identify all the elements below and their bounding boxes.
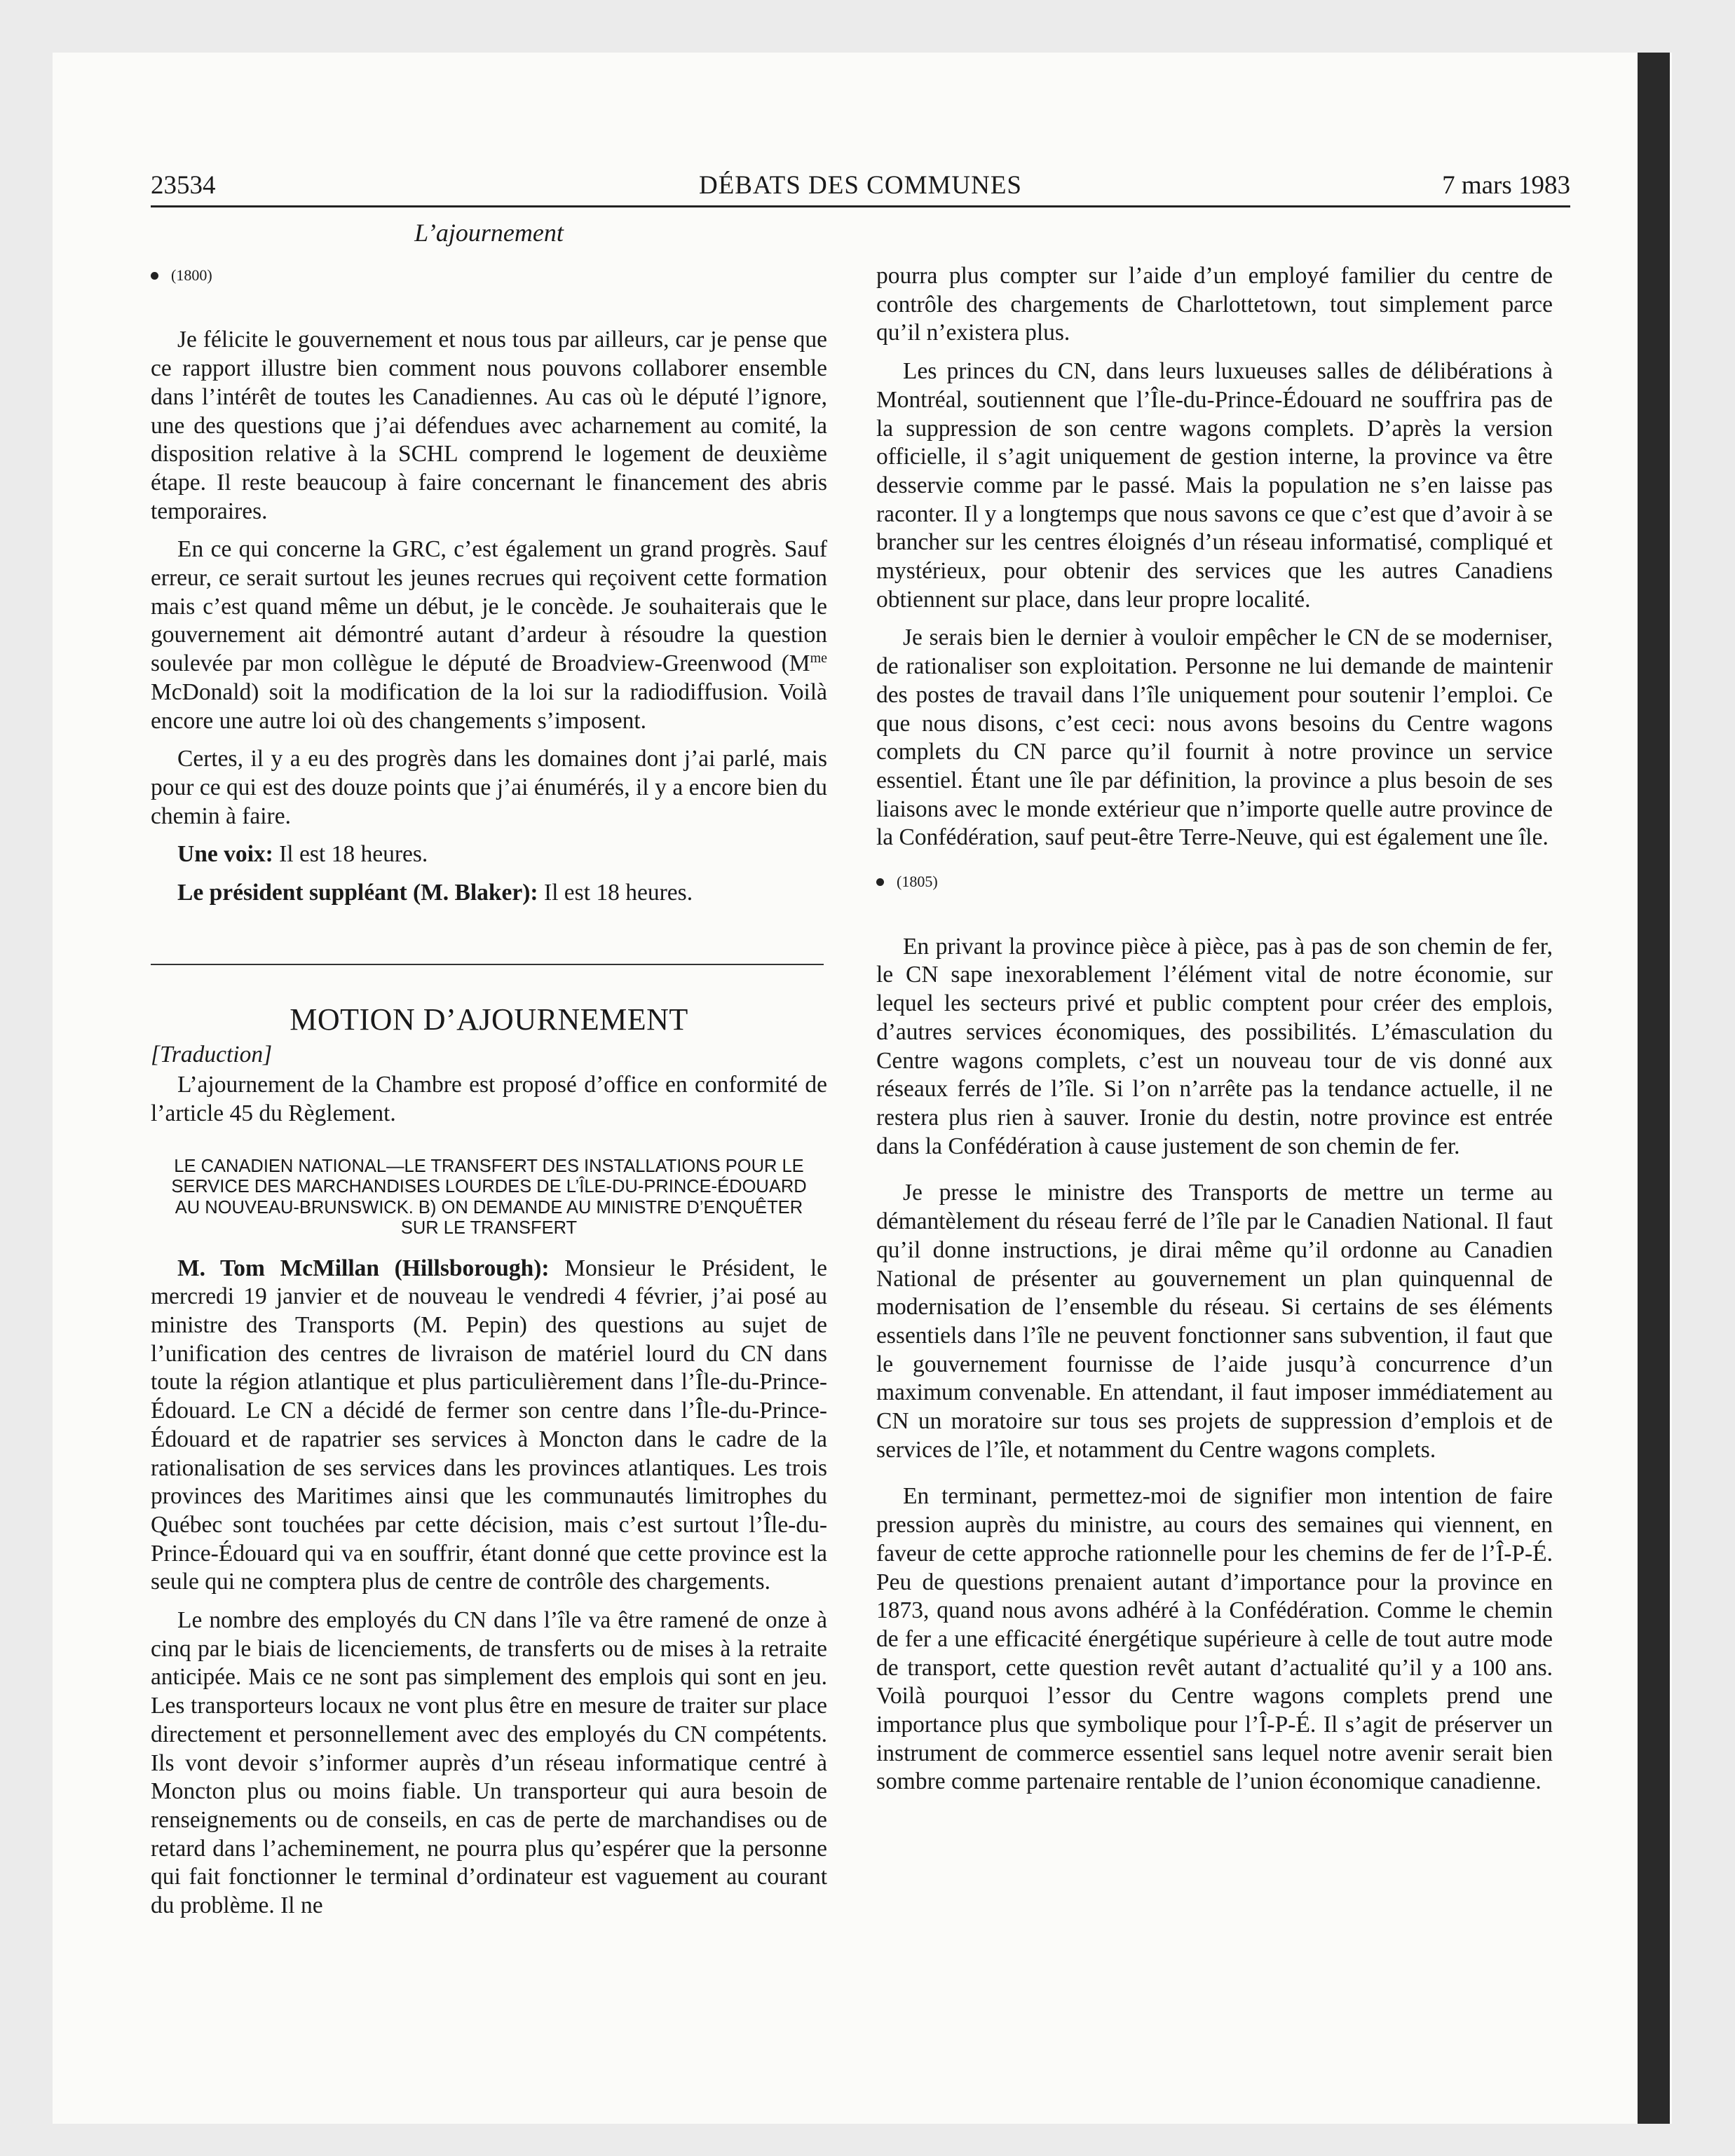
right-column (876, 262, 1553, 1806)
paragraph: pourra plus compter sur l’aide d’un employé familier du centre de contrôle des chargements de Charlottetown, tout simplement parce qu’il n’existera plus. (876, 263, 1553, 346)
paragraph (151, 535, 827, 735)
section-subheading: L’ajournement (414, 219, 564, 247)
paragraph: Certes, il y a eu des progrès dans les domaines dont j’ai parlé, mais pour ce qui est des douze points que j’ai énumérés, il y a encore bien du chemin à faire. (151, 746, 827, 829)
paragraph: Les princes du CN, dans leurs luxueuses salles de délibérations à Montréal, soutiennent que l’Île-du-Prince-Édouard ne souffrira pas de la suppression de son centre wagons complets. D’après la version officielle, il s’agit uniquement de gestion interne, la province va être desservie comme par le passé. Mais la population ne s’en laisse pas raconter. Il y a longtemps que nous savons ce que c’est que d’avoir à se brancher sur les centres éloignés d’un réseau informatisé, compliqué et mystérieux, pour obtenir des services que les autres Canadiens obtiennent sur place, dans leur propre localité. (876, 358, 1553, 613)
speech-text: Monsieur le Président, le mercredi 19 janvier et de nouveau le vendredi 4 février, j’ai posé au ministre des Transports (M. Pepin) des questions au sujet de l’unification des centres de livraison de matériel lourd du CN dans toute la région atlantique et plus particulièrement dans l’Île-du-Prince-Édouard. Le CN a décidé de fermer son centre dans l’Île-du-Prince-Édouard et de rapatrier ses services à Moncton dans le cadre de la rationalisation de ses services dans les provinces atlantiques. Les trois provinces des Maritimes ainsi que les communautés limitrophes du Québec sont touchées par cette décision, mais c’est surtout l’Île-du-Prince-Édouard qui va en souffrir, étant donné que cette province est la seule qui ne comptera plus de centre de contrôle des chargements. (151, 1255, 827, 1595)
scan-edge (1638, 53, 1670, 2124)
paragraph: Je serais bien le dernier à vouloir empêcher le CN de se moderniser, de rationaliser son exploitation. Personne ne lui demande de maintenir des postes de travail dans l’île uniquement pour soutenir l’emploi. Ce que nous disons, c’est ceci: nous avons besoins du Centre wagons complets du CN parce qu’il fournit à notre province un service essentiel. Étant une île par définition, la province a plus besoin de ses liaisons avec le monde extérieur que n’importe quelle autre province de la Confédération, sauf peut-être Terre-Neuve, qui est également une île. (876, 625, 1553, 851)
paragraph: Le nombre des employés du CN dans l’île va être ramené de onze à cinq par le biais de licenciements, de transferts ou de mises à la retraite anticipée. Mais ce ne sont pas simplement des emplois qui sont en jeu. Les transporteurs locaux ne vont plus être en mesure de traiter sur place directement et personnellement avec des employés du CN compétents. Ils vont devoir s’informer auprès d’un réseau informatique centré à Moncton plus ou moins fiable. Un transporteur qui aura besoin de renseignements ou de conseils, en cas de perte de marchandises ou de retard dans l’acheminement, ne pourra plus qu’espérer que la personne qui fait fonctionner le terminal d’ordinateur est vaguement au courant du problème. Il ne (151, 1607, 827, 1919)
time-marker-label: (1805) (897, 873, 938, 891)
text-run: En ce qui concerne la GRC, c’est également un grand progrès. Sauf erreur, ce serait surtout les jeunes recrues qui reçoivent cette formation mais c’est quand même un début, je le concède. Je souhaiterais que le gouvernement ait démontré autant d’ardeur à résoudre la question soulevée par mon collègue le député de Broadview-Greenwood (M (151, 536, 827, 677)
speaker: M. Tom McMillan (Hillsborough): (177, 1255, 550, 1281)
speech-text: Il est 18 heures. (538, 880, 693, 906)
page-date: 7 mars 1983 (1442, 171, 1570, 200)
paragraph: En terminant, permettez-moi de signifier mon intention de faire pression auprès du ministre, au cours des semaines qui viennent, en faveur de cette approche rationnelle pour les chemins de fer de l’Î-P-É. Peu de questions prenaient autant d’importance pour la province en 1873, quand nous avons adhéré à la Confédération. Comme le chemin de fer a une efficacité énergétique supérieure à celle de tout autre mode de transport, cette question revêt autant d’actualité qu’il y a 100 ans. Voilà pourquoi l’essor du Centre wagons complets prend une importance plus que symbolique pour l’Î-P-É. Il s’agit de préserver un instrument de commerce essentiel sans lequel notre avenir serait bien sombre comme partenaire rentable de l’union économique canadienne. (876, 1483, 1553, 1795)
section-title: MOTION D’AJOURNEMENT (290, 1002, 688, 1037)
left-column (151, 219, 827, 1930)
speech (151, 1255, 827, 1597)
time-marker (876, 868, 1553, 896)
paragraph: En privant la province pièce à pièce, pas à pas de son chemin de fer, le CN sape inexorablement l’élément vital de notre économie, sur lequel les secteurs privé et public comptent pour créer des emplois, d’autres services économiques, des possibilités. L’émasculation du Centre wagons complets, c’est un nouveau tour de vis donné aux réseaux ferrés de l’île. Si l’on n’arrête pas la tendance actuelle, il ne restera plus rien à sauver. Ironie du destin, notre province est entrée dans la Confédération à cause justement de son chemin de fer. (876, 933, 1553, 1159)
text-run: McDonald) soit la modification de la loi sur la radiodiffusion. Voilà encore une autre loi où des changements s’imposent. (151, 678, 827, 734)
time-marker-label: (1800) (171, 266, 212, 284)
time-marker (151, 261, 827, 290)
topic-heading: LE CANADIEN NATIONAL—LE TRANSFERT DES INSTALLATIONS POUR LE SERVICE DES MARCHANDISES LOURDES DE L’ÎLE-DU-PRINCE-ÉDOUARD AU NOUVEAU-BRUNSWICK. B) ON DEMANDE AU MINISTRE D’ENQUÊTER SUR LE TRANSFERT (171, 1156, 807, 1239)
superscript: me (810, 650, 827, 666)
section-divider (151, 964, 824, 965)
publication-title: DÉBATS DES COMMUNES (698, 171, 1022, 200)
paragraph: Je presse le ministre des Transports de mettre un terme au démantèlement du réseau ferré de l’île par le Canadien National. Il faut qu’il donne instructions, je dirai même qu’il ordonne au Canadien National de présenter au gouvernement un plan quinquennal de modernisation de l’ensemble du réseau. Si certains de ses éléments essentiels dans l’île ne peuvent fonctionner sans subvention, il faut que le gouvernement fournisse de l’aide jusqu’à concurrence d’un maximum convenable. En attendant, il faut imposer immédiatement au CN un moratoire sur tous ses projets de suppression d’emplois et de services de l’île, et notamment du Centre wagons complets. (876, 1180, 1553, 1463)
bullet-icon (151, 272, 158, 280)
speaker: Une voix: (177, 841, 273, 868)
translation-note: [Traduction] (151, 1042, 273, 1068)
page-number: 23534 (151, 171, 216, 200)
speaker: Le président suppléant (M. Blaker): (177, 880, 538, 906)
speech (151, 840, 827, 869)
page-header (151, 170, 1570, 207)
bullet-icon (876, 878, 884, 886)
paragraph: L’ajournement de la Chambre est proposé d’office en conformité de l’article 45 du Règlement. (151, 1072, 827, 1126)
speech-text: Il est 18 heures. (273, 841, 428, 868)
speech (151, 879, 827, 908)
paragraph: Je félicite le gouvernement et nous tous par ailleurs, car je pense que ce rapport illustre bien comment nous pouvons collaborer ensemble dans l’intérêt de toutes les Canadiennes. Au cas où le député l’ignore, une des questions que j’ai défendues avec acharnement au comité, la disposition relative à la SCHL comprend le logement de deuxième étape. Il reste beaucoup à faire concernant le financement des abris temporaires. (151, 327, 827, 524)
